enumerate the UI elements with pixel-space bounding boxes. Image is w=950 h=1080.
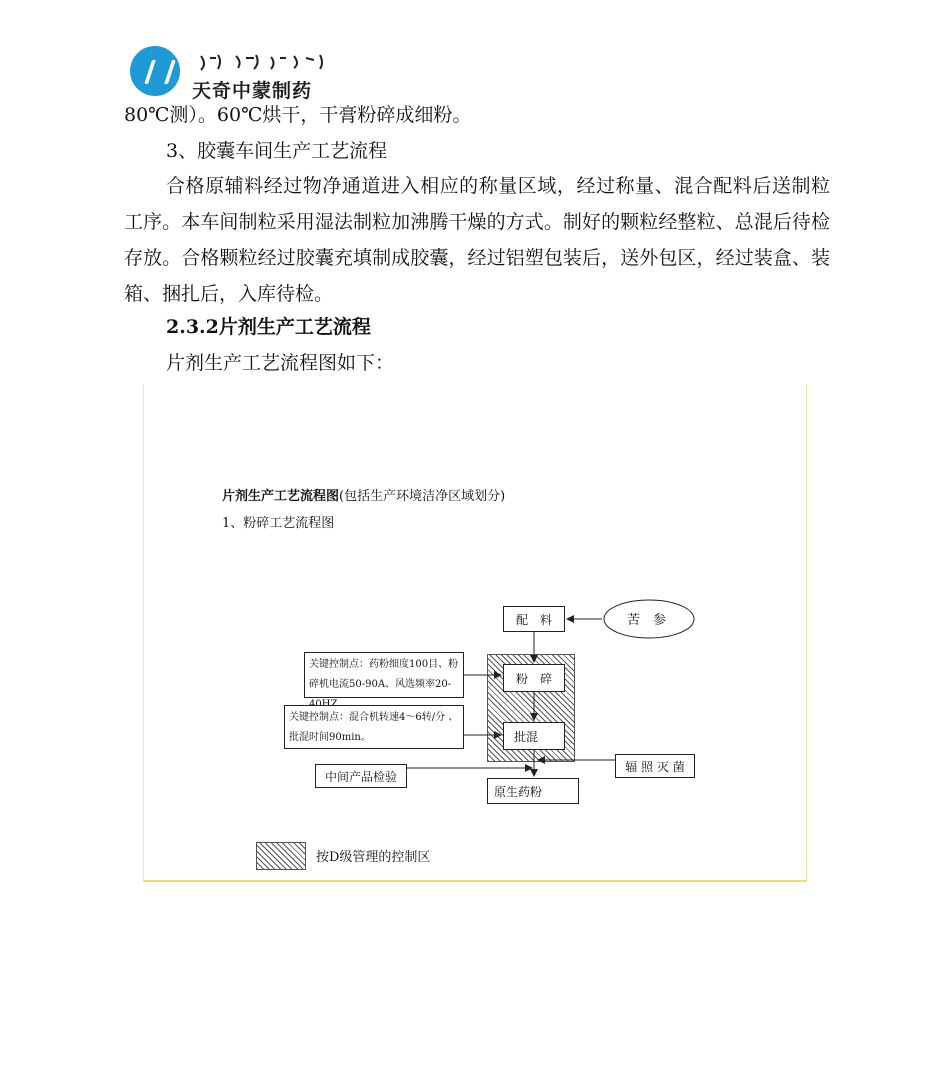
section-3-paragraph: 合格原辅料经过物净通道进入相应的称量区域，经过称量、混合配料后送制粒工序。本车间制粒采用湿法制粒加沸腾干燥的方式。制好的颗粒经整粒、总混后待检存放。合格颗粒经过胶囊充填制成胶囊，经过铝塑包装后，送外包区，经过装盒、装箱、捆扎后，入库待检。: [124, 175, 830, 305]
node-kushen: 苦 参: [627, 613, 667, 628]
company-brand-name: 天奇中蒙制药: [192, 80, 313, 102]
node-fensui: 粉 碎: [503, 664, 565, 692]
flowchart-title: [222, 485, 505, 504]
legend-text: 按D级管理的控制区: [316, 850, 431, 865]
subsection-title: 2.3.2片剂生产工艺流程: [166, 316, 371, 338]
flowchart-subtitle: 1、粉碎工艺流程图: [222, 516, 335, 531]
company-logo: [130, 46, 340, 100]
text-line-continuation: 80℃测）。60℃烘干，干膏粉碎成细粉。: [124, 104, 472, 126]
node-zhongjian: 中间产品检验: [315, 764, 407, 788]
control-note-2: 关键控制点：混合机转速4～6转/分 、批混时间90min。: [284, 705, 464, 749]
mongolian-script-icon: [196, 52, 336, 72]
company-logo-q-icon: [130, 46, 180, 96]
node-pihun: 批混: [503, 722, 565, 750]
node-fuzhao: 辐 照 灭 菌: [615, 754, 695, 778]
node-peiliao: 配 料: [503, 606, 565, 632]
flowchart-title-bold: 片剂生产工艺流程图: [222, 489, 340, 504]
intro-text: 片剂生产工艺流程图如下：: [166, 352, 395, 374]
node-yuanshengyaofen: 原生药粉: [487, 778, 579, 804]
control-note-1: 关键控制点：药粉细度100目、粉碎机电流50-90A、风选频率20-: [304, 652, 464, 698]
flowchart-frame: [143, 384, 807, 882]
legend-hatch-swatch: [256, 842, 306, 870]
flowchart-title-rest: (包括生产环境洁净区域划分): [339, 489, 506, 504]
section-3-title: 3、胶囊车间生产工艺流程: [166, 140, 388, 162]
